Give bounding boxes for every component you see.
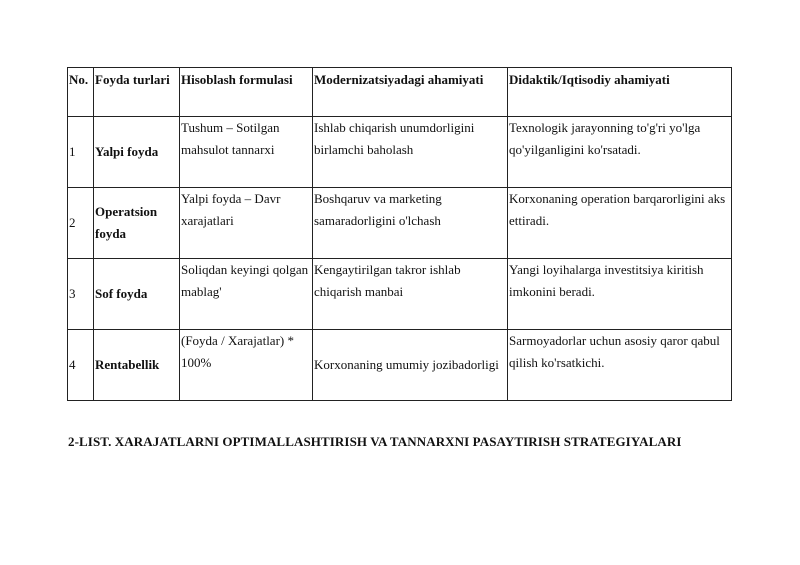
formula-cell: Soliqdan keyingi qolgan mablag' xyxy=(180,259,313,330)
section-heading: 2-LIST. XARAJATLARNI OPTIMALLASHTIRISH VA TANNARXNI PASAYTIRISH STRATEGIYALARI xyxy=(68,434,682,449)
header-modernization: Modernizatsiyadagi ahamiyati xyxy=(313,68,508,117)
didactic-cell: Sarmoyadorlar uchun asosiy qaror qabul qilish ko'rsatkichi. xyxy=(508,330,732,401)
row-number: 2 xyxy=(68,188,94,259)
row-number: 1 xyxy=(68,117,94,188)
profit-type: Sof foyda xyxy=(94,259,180,330)
modernization-cell: Boshqaruv va marketing samaradorligini o'lchash xyxy=(313,188,508,259)
formula-cell: (Foyda / Xarajatlar) * 100% xyxy=(180,330,313,401)
formula-cell: Tushum – Sotilgan mahsulot tannarxi xyxy=(180,117,313,188)
header-didactic: Didaktik/Iqtisodiy ahamiyati xyxy=(508,68,732,117)
formula-cell: Yalpi foyda – Davr xarajatlari xyxy=(180,188,313,259)
didactic-cell: Texnologik jarayonning to'g'ri yo'lga qo'yilganligini ko'rsatadi. xyxy=(508,117,732,188)
row-number: 4 xyxy=(68,330,94,401)
modernization-cell: Kengaytirilgan takror ishlab chiqarish manbai xyxy=(313,259,508,330)
profit-type: Yalpi foyda xyxy=(94,117,180,188)
profit-type: Rentabellik xyxy=(94,330,180,401)
table-row xyxy=(68,117,732,188)
header-profit-type: Foyda turlari xyxy=(94,68,180,117)
header-formula: Hisoblash formulasi xyxy=(180,68,313,117)
modernization-cell: Korxonaning umumiy jozibadorligi xyxy=(313,330,508,401)
table-row xyxy=(68,330,732,401)
header-no: No. xyxy=(68,68,94,117)
profit-types-table xyxy=(67,67,732,401)
modernization-cell: Ishlab chiqarish unumdorligini birlamchi baholash xyxy=(313,117,508,188)
didactic-cell: Yangi loyihalarga investitsiya kiritish imkonini beradi. xyxy=(508,259,732,330)
profit-type: Operatsion foyda xyxy=(94,188,180,259)
didactic-cell: Korxonaning operation barqarorligini aks ettiradi. xyxy=(508,188,732,259)
row-number: 3 xyxy=(68,259,94,330)
table-row xyxy=(68,259,732,330)
table-header-row xyxy=(68,68,732,117)
table-row xyxy=(68,188,732,259)
